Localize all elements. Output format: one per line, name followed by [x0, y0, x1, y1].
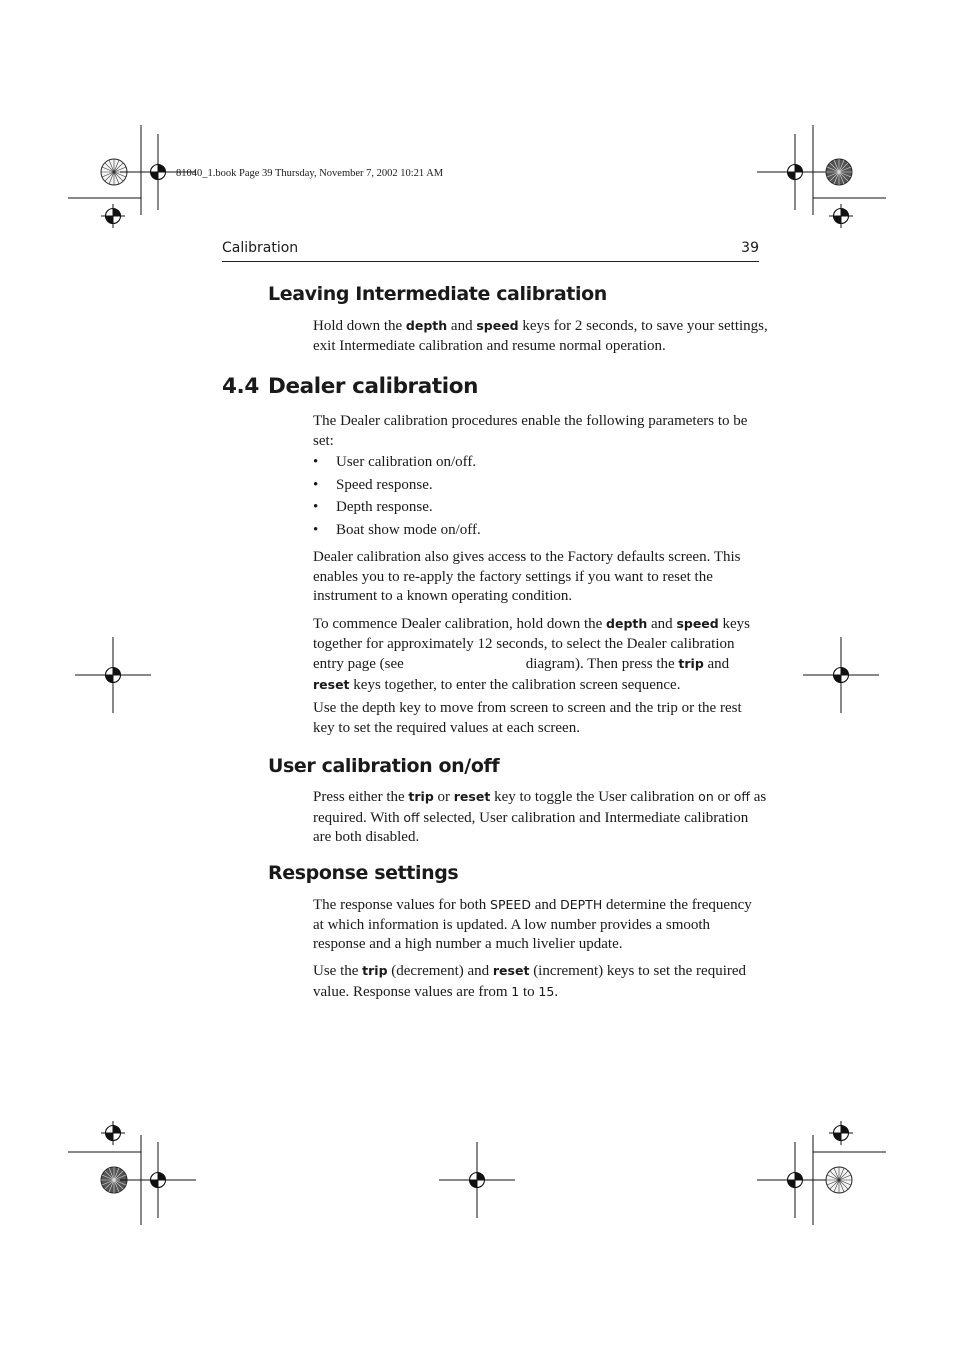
speed-key-label: speed	[676, 616, 719, 631]
reset-key-label: reset	[313, 676, 350, 692]
page-number: 39	[741, 240, 759, 256]
section-title: Dealer calibration	[268, 374, 478, 399]
leaving-heading: Leaving Intermediate calibration	[268, 283, 607, 305]
min-value: 1	[511, 983, 520, 999]
reset-key-label: reset	[492, 963, 530, 978]
response-settings-heading: Response settings	[268, 862, 459, 884]
reset-key-label: reset	[453, 789, 491, 804]
trip-key-label: trip	[362, 963, 388, 978]
navigation-paragraph: Use the depth key to move from screen to screen and the trip or the rest key to set the required values at each screen.	[313, 700, 742, 736]
leaving-paragraph: Hold down the depth and speed keys for 2 seconds, to save your settings, exit Intermediate calibration and resume normal operation.	[313, 318, 768, 354]
response-range-paragraph: Use the trip (decrement) and reset (increment) keys to set the required value. Response values are from 1 to 15.	[313, 963, 747, 1000]
speed-value-label: SPEED	[490, 897, 531, 912]
depth-key-label: depth	[405, 318, 448, 333]
header-chapter-title: Calibration	[222, 240, 299, 256]
trip-key-label: trip	[408, 789, 434, 804]
max-value: 15	[538, 983, 555, 999]
section-heading	[222, 374, 722, 402]
section-number: 4.4	[222, 374, 259, 399]
off-value: off	[403, 809, 420, 825]
depth-value-label: DEPTH	[560, 897, 603, 912]
trip-key-label: trip	[678, 656, 704, 671]
on-value: on	[698, 789, 714, 804]
response-paragraph: The response values for both SPEED and DEPTH determine the frequency at which information is updated. A low number provides a smooth response and a high number a much livelier update.	[313, 897, 752, 952]
speed-key-label: speed	[476, 318, 519, 333]
printer-slug-line: 81040_1.book Page 39 Thursday, November 7, 2002 10:21 AM	[176, 168, 444, 179]
factory-defaults-paragraph: Dealer calibration also gives access to the Factory defaults screen. This enables you to re-apply the factory settings if you want to reset the instrument to a known operating condition.	[313, 549, 741, 604]
dealer-intro: The Dealer calibration procedures enable the following parameters to be set:	[313, 413, 748, 449]
commence-paragraph: To commence Dealer calibration, hold down the depth and speed keys together for approximately 12 seconds, to select the Dealer calibration entry page (see diagram). Then press the trip and reset keys together, to enter the calibration screen sequence.	[313, 616, 750, 693]
user-calibration-heading: User calibration on/off	[268, 755, 500, 777]
user-calibration-paragraph: Press either the trip or reset key to toggle the User calibration on or off as required. With off selected, User calibration and Intermediate calibration are both disabled.	[313, 789, 767, 845]
depth-key-label: depth	[606, 616, 648, 631]
running-header	[222, 240, 759, 262]
off-value: off	[733, 789, 751, 804]
